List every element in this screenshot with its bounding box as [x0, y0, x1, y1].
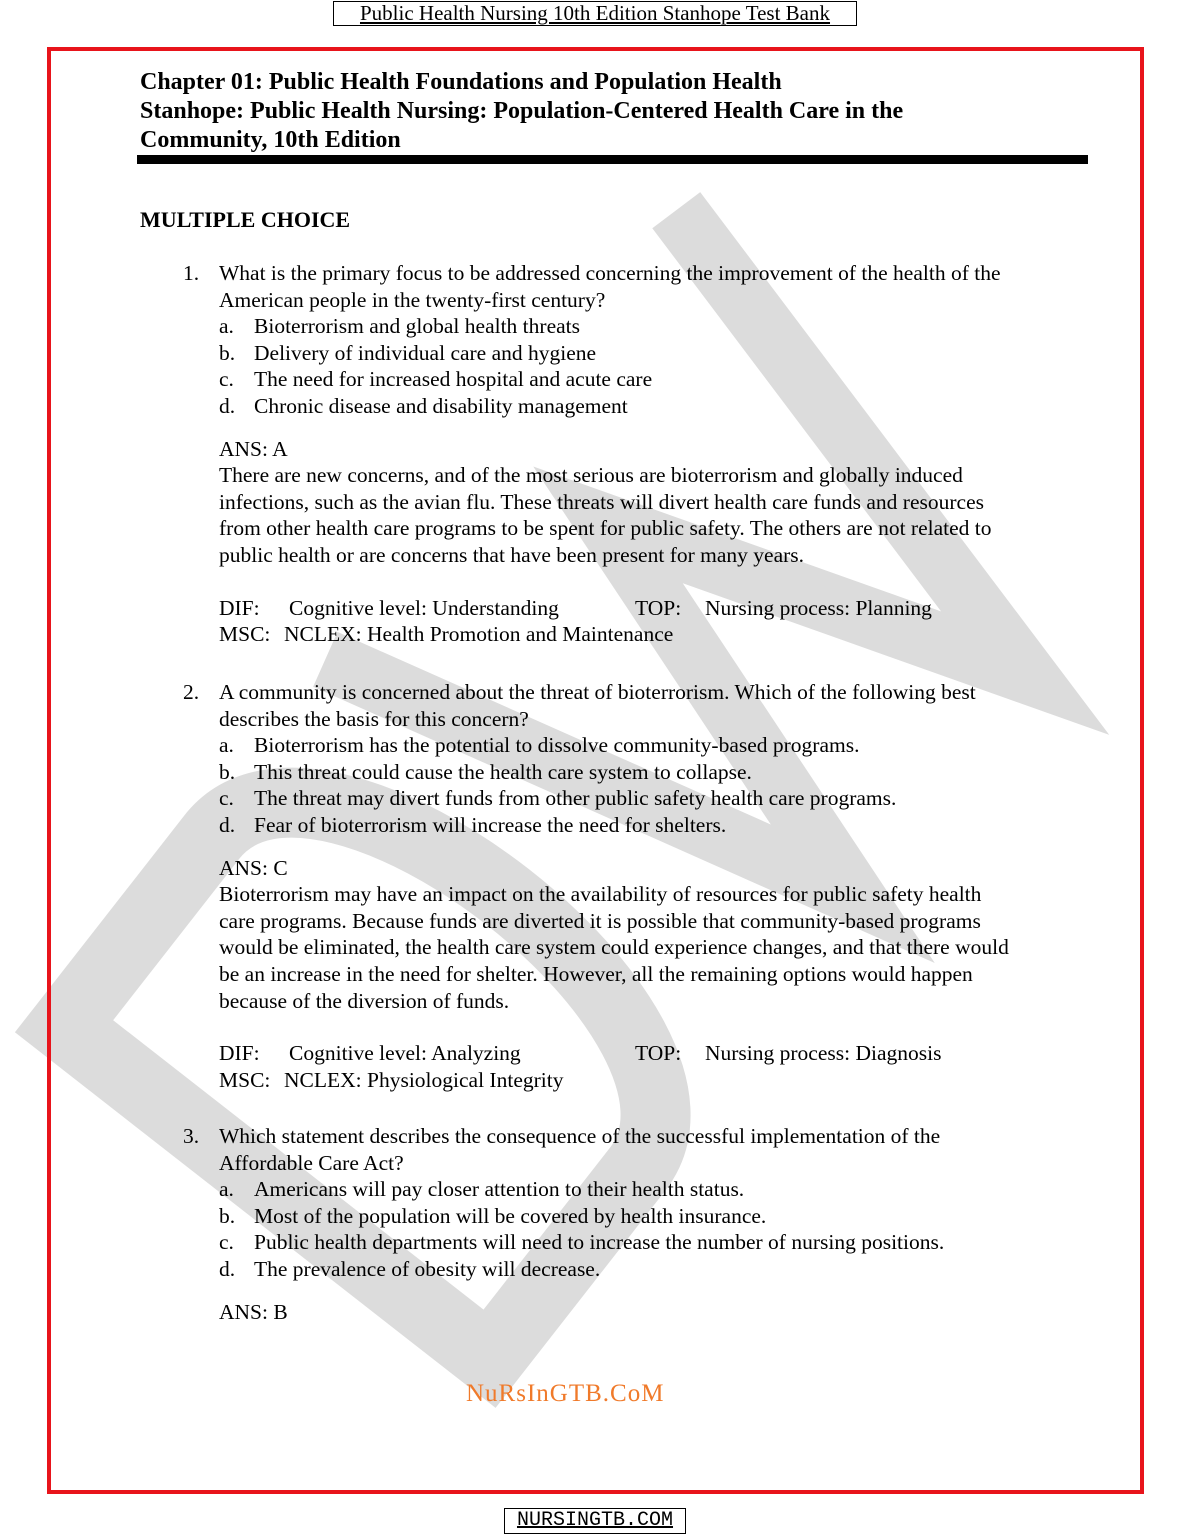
msc: NCLEX: Physiological Integrity [284, 1067, 564, 1092]
answer-option [219, 340, 1083, 367]
option-letter: d. [219, 393, 236, 418]
document-header-title: Public Health Nursing 10th Edition Stanhope Test Bank [333, 1, 857, 26]
question-stem: American people in the twenty-first century? [219, 287, 606, 312]
section-heading: MULTIPLE CHOICE [140, 207, 351, 232]
answer-option [219, 759, 1083, 786]
dif-label: DIF: [219, 595, 260, 620]
question-number: 3. [183, 1124, 200, 1148]
option-text: Most of the population will be covered by health insurance. [254, 1203, 767, 1228]
option-letter: d. [219, 812, 236, 837]
top-label: TOP: [635, 1041, 682, 1066]
answer-option [219, 785, 1083, 812]
option-letter: a. [219, 314, 234, 339]
answer-option [219, 1203, 1083, 1230]
heading-rule [137, 155, 1088, 164]
question-1 [183, 260, 1083, 648]
answer-option [219, 1229, 1083, 1256]
footer-link[interactable]: NURSINGTB.COM [504, 1508, 686, 1534]
rationale-line: infections, such as the avian flu. These threats will divert health care funds and resources [219, 489, 984, 514]
answer-option [219, 1176, 1083, 1203]
rationale-line: from other health care programs to be spent for public safety. The others are not related to [219, 516, 992, 541]
topic: Nursing process: Planning [705, 595, 932, 620]
question-metadata [219, 1040, 1083, 1093]
msc: NCLEX: Health Promotion and Maintenance [284, 622, 674, 647]
answer-option [219, 732, 1083, 759]
question-2 [183, 679, 1083, 1093]
question-metadata [219, 595, 1083, 648]
msc-label: MSC: [219, 622, 271, 647]
answer-key: ANS: B [219, 1299, 288, 1324]
answer-option [219, 366, 1083, 393]
dif-label: DIF: [219, 1041, 260, 1066]
question-3 [183, 1123, 1083, 1325]
rationale-line: care programs. Because funds are diverted it is possible that community-based programs [219, 908, 981, 933]
answer-key: ANS: A [219, 436, 288, 461]
answer-option [219, 812, 1083, 839]
option-letter: c. [219, 1230, 234, 1255]
answer-option [219, 393, 1083, 420]
chapter-title: Chapter 01: Public Health Foundations and Population Health [140, 69, 782, 95]
option-text: The threat may divert funds from other public safety health care programs. [254, 786, 897, 811]
rationale-line: public health or are concerns that have been present for many years. [219, 542, 805, 567]
option-letter: b. [219, 340, 236, 365]
answer-option [219, 313, 1083, 340]
question-stem: A community is concerned about the threat of bioterrorism. Which of the following best [219, 680, 976, 704]
difficulty: Cognitive level: Understanding [289, 595, 559, 620]
option-text: Fear of bioterrorism will increase the need for shelters. [254, 812, 727, 837]
answer-option [219, 1256, 1083, 1283]
option-text: Americans will pay closer attention to their health status. [254, 1177, 745, 1202]
answer-key: ANS: C [219, 855, 288, 880]
question-stem: describes the basis for this concern? [219, 706, 529, 731]
option-text: Delivery of individual care and hygiene [254, 340, 597, 365]
book-title-line2: Community, 10th Edition [140, 127, 401, 153]
option-letter: b. [219, 759, 236, 784]
difficulty: Cognitive level: Analyzing [289, 1041, 521, 1066]
question-number: 2. [183, 680, 200, 704]
question-stem: Affordable Care Act? [219, 1150, 404, 1175]
option-letter: b. [219, 1203, 236, 1228]
rationale-line: would be eliminated, the health care system could experience changes, and that there would [219, 935, 1009, 960]
chapter-heading [140, 68, 903, 155]
topic: Nursing process: Diagnosis [705, 1041, 942, 1066]
site-watermark: NuRsInGTB.CoM [466, 1380, 665, 1407]
option-text: Public health departments will need to increase the number of nursing positions. [254, 1230, 945, 1255]
option-letter: c. [219, 367, 234, 392]
question-number: 1. [183, 261, 200, 285]
option-text: Bioterrorism has the potential to dissolve community-based programs. [254, 733, 860, 758]
question-stem: Which statement describes the consequence of the successful implementation of the [219, 1124, 941, 1148]
question-stem: What is the primary focus to be addressed concerning the improvement of the health of the [219, 261, 1001, 285]
option-text: The prevalence of obesity will decrease. [254, 1256, 601, 1281]
rationale-line: There are new concerns, and of the most serious are bioterrorism and globally induced [219, 463, 963, 488]
option-letter: c. [219, 786, 234, 811]
option-text: Bioterrorism and global health threats [254, 314, 580, 339]
top-label: TOP: [635, 595, 682, 620]
book-title-line1: Stanhope: Public Health Nursing: Population-Centered Health Care in the [140, 98, 904, 124]
option-letter: a. [219, 1177, 234, 1202]
rationale-line: be an increase in the need for shelter. However, all the remaining options would happen [219, 961, 973, 986]
option-text: The need for increased hospital and acute care [254, 367, 653, 392]
rationale-line: Bioterrorism may have an impact on the availability of resources for public safety health [219, 882, 982, 907]
option-letter: a. [219, 733, 234, 758]
rationale-line: because of the diversion of funds. [219, 988, 510, 1013]
msc-label: MSC: [219, 1067, 271, 1092]
option-text: This threat could cause the health care system to collapse. [254, 759, 752, 784]
option-letter: d. [219, 1256, 236, 1281]
option-text: Chronic disease and disability management [254, 393, 628, 418]
